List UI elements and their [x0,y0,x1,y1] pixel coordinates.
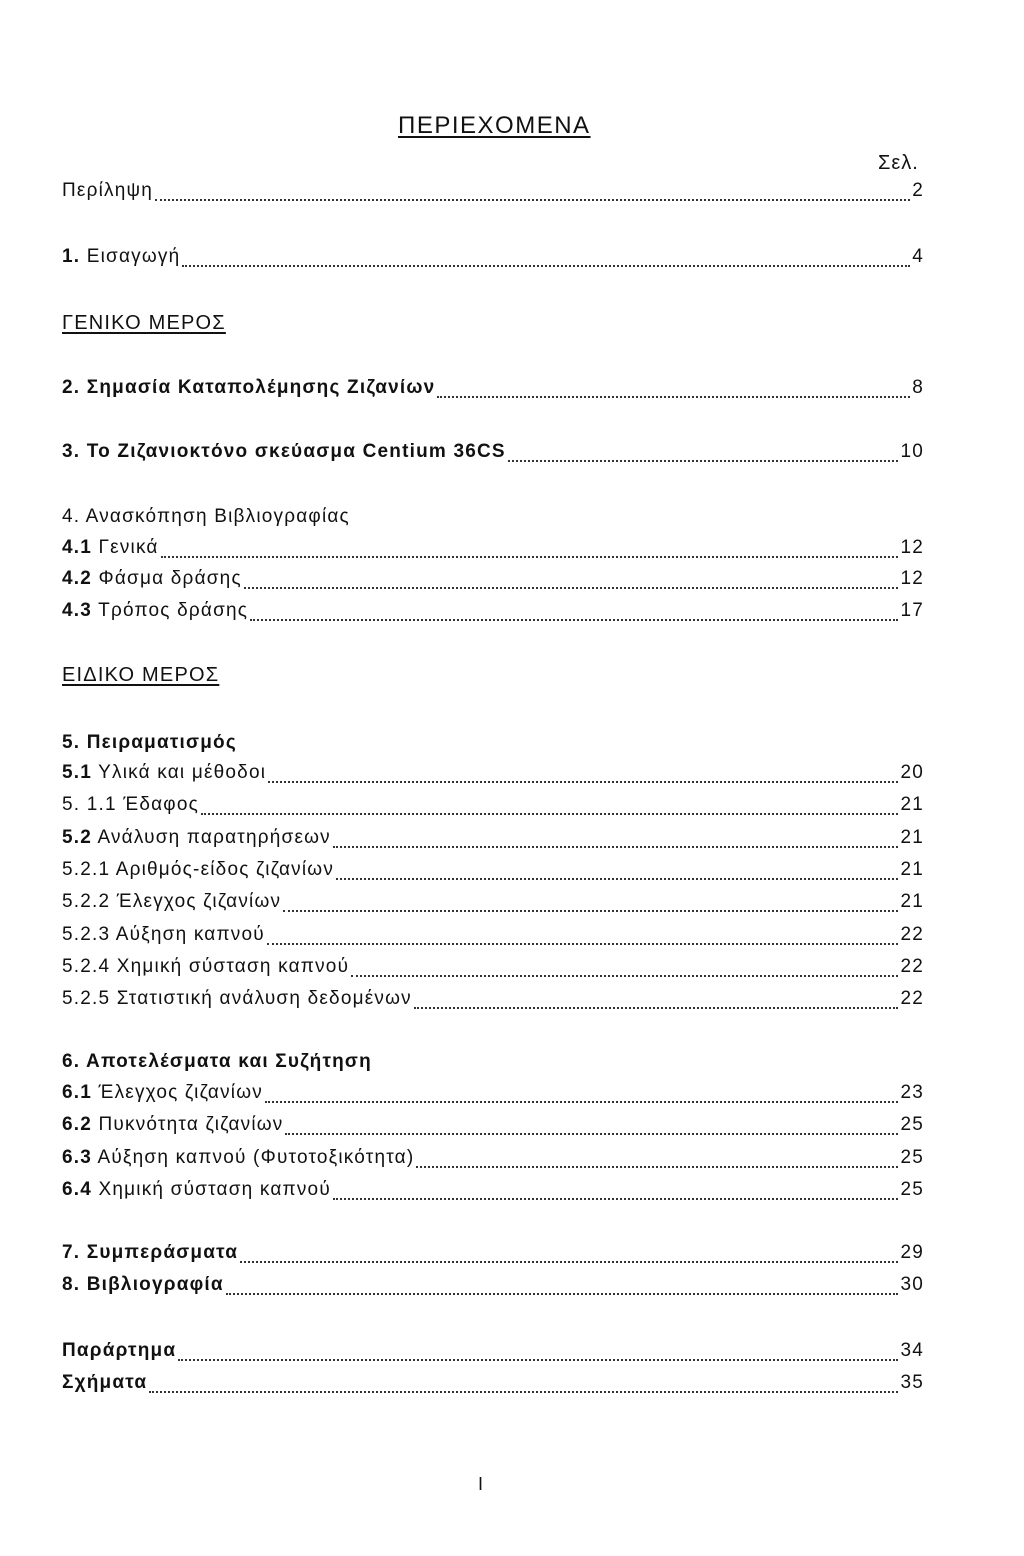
toc-entry-label: Έδαφος [123,794,199,815]
toc-entry-number: 5.2.3 [62,924,111,945]
toc-entry-label: Εισαγωγή [86,246,181,267]
dot-leader [201,813,899,815]
dot-leader [240,1261,898,1263]
toc-entry-number: 6.3 [62,1147,93,1168]
toc-entry-s6-2[interactable] [62,1114,924,1140]
toc-entry-label: Σχήματα [62,1372,148,1393]
dot-leader [333,846,899,848]
dot-leader [267,943,899,945]
toc-entry-intro[interactable] [62,246,924,272]
toc-entry-number: 5.2.1 [62,859,111,880]
dot-leader [351,975,898,977]
toc-entry-label: Έλεγχος ζιζανίων [98,1082,263,1103]
toc-entry-number: 5.2.5 [62,988,111,1009]
toc-entry-page: 25 [900,1114,924,1135]
toc-entry-label: Υλικά και μέθοδοι [98,762,267,783]
section-heading-experiment: 5. Πειραματισμός [62,732,237,753]
toc-entry-label: Παράρτημα [62,1340,177,1361]
page-title: ΠΕΡΙΕΧΟΜΕΝΑ [398,112,591,139]
toc-entry-number: 8. [62,1274,81,1295]
toc-entry-number: 6.2 [62,1114,93,1135]
toc-entry-label: Αριθμός-είδος ζιζανίων [115,859,335,880]
toc-entry-page: 22 [900,988,924,1009]
toc-entry-page: 29 [900,1242,924,1263]
dot-leader [285,1133,898,1135]
toc-entry-page: 23 [900,1082,924,1103]
toc-entry-page: 30 [900,1274,924,1295]
toc-entry-number: 4.3 [62,600,93,621]
dot-leader [265,1101,899,1103]
toc-entry-s6-1[interactable] [62,1082,924,1108]
dot-leader [250,619,898,621]
toc-entry-s6-4[interactable] [62,1179,924,1205]
toc-entry-label: Το Ζιζανιοκτόνο σκεύασμα Centium 36CS [86,441,506,462]
toc-entry-page: 2 [912,180,924,201]
toc-entry-s4-2[interactable] [62,568,924,594]
toc-entry-number: 2. [62,377,81,398]
toc-entry-label: Περίληψη [62,180,153,201]
toc-entry-page: 25 [900,1179,924,1200]
toc-entry-page: 12 [900,568,924,589]
toc-entry-s7[interactable] [62,1242,924,1268]
toc-entry-page: 21 [900,794,924,815]
toc-entry-s2[interactable] [62,377,924,403]
toc-entry-s5-2-3[interactable] [62,924,924,950]
toc-entry-page: 20 [900,762,924,783]
toc-entry-label: Ανάλυση παρατηρήσεων [97,827,331,848]
toc-entry-s4-1[interactable] [62,537,924,563]
toc-entry-page: 12 [900,537,924,558]
section-heading-special: ΕΙΔΙΚΟ ΜΕΡΟΣ [62,664,220,686]
toc-entry-s5-1-1[interactable] [62,794,924,820]
toc-entry-s6-3[interactable] [62,1147,924,1173]
toc-entry-label: Έλεγχος ζιζανίων [116,891,282,912]
toc-entry-s5-2-2[interactable] [62,891,924,917]
toc-entry-page: 8 [912,377,924,398]
toc-entry-number: 5.2 [62,827,93,848]
dot-leader [161,556,899,558]
toc-entry-page: 4 [912,246,924,267]
dot-leader [416,1166,898,1168]
toc-entry-page: 22 [900,956,924,977]
section-heading-results: 6. Αποτελέσματα και Συζήτηση [62,1051,372,1072]
dot-leader [178,1359,898,1361]
toc-entry-number: 5.2.2 [62,891,111,912]
toc-entry-page: 10 [900,441,924,462]
dot-leader [182,265,910,267]
toc-entry-label: Στατιστική ανάλυση δεδομένων [116,988,412,1009]
section-heading-general: ΓΕΝΙΚΟ ΜΕΡΟΣ [62,312,226,334]
toc-entry-label: Φάσμα δράσης [98,568,242,589]
dot-leader [149,1391,898,1393]
toc-entry-number: 1. [62,246,81,267]
toc-entry-number: 4.2 [62,568,93,589]
section-heading-review: 4. Ανασκόπηση Βιβλιογραφίας [62,506,350,527]
toc-entry-s5-2-4[interactable] [62,956,924,982]
toc-entry-page: 21 [900,859,924,880]
toc-entry-number: 5.1 [62,762,93,783]
toc-entry-number: 7. [62,1242,81,1263]
page-column-label: Σελ. [878,152,919,174]
toc-entry-s5-2-5[interactable] [62,988,924,1014]
toc-entry-number: 4.1 [62,537,93,558]
dot-leader [226,1293,899,1295]
toc-entry-label: Βιβλιογραφία [86,1274,224,1295]
toc-entry-page: 34 [900,1340,924,1361]
toc-entry-label: Σημασία Καταπολέμησης Ζιζανίων [86,377,436,398]
toc-entry-number: 5.2.4 [62,956,111,977]
dot-leader [437,396,910,398]
dot-leader [244,587,899,589]
toc-entry-s4-3[interactable] [62,600,924,626]
toc-entry-number: 3. [62,441,81,462]
toc-entry-page: 21 [900,827,924,848]
toc-entry-label: Γενικά [98,537,159,558]
toc-entry-figures[interactable] [62,1372,924,1398]
toc-entry-label: Πυκνότητα ζιζανίων [98,1114,284,1135]
toc-entry-page: 21 [900,891,924,912]
toc-entry-s5-2[interactable] [62,827,924,853]
toc-entry-label: Χημική σύσταση καπνού [116,956,350,977]
toc-entry-page: 22 [900,924,924,945]
toc-entry-s8[interactable] [62,1274,924,1300]
toc-entry-label: Συμπεράσματα [86,1242,239,1263]
toc-entry-number: 5. 1.1 [62,794,117,815]
toc-entry-s5-1[interactable] [62,762,924,788]
toc-entry-label: Αύξηση καπνού (Φυτοτοξικότητα) [97,1147,415,1168]
dot-leader [268,781,898,783]
toc-entry-label: Χημική σύσταση καπνού [98,1179,331,1200]
toc-entry-page: 25 [900,1147,924,1168]
footer-page-number: I [478,1474,484,1494]
toc-entry-s3[interactable] [62,441,924,467]
toc-entry-number: 6.4 [62,1179,93,1200]
toc-entry-label: Αύξηση καπνού [115,924,265,945]
toc-entry-s5-2-1[interactable] [62,859,924,885]
dot-leader [508,460,899,462]
toc-entry-page: 35 [900,1372,924,1393]
toc-entry-abstract[interactable] [62,180,924,206]
toc-entry-page: 17 [900,600,924,621]
toc-entry-number: 6.1 [62,1082,93,1103]
toc-entry-appendix[interactable] [62,1340,924,1366]
dot-leader [283,910,898,912]
dot-leader [155,199,910,201]
dot-leader [414,1007,899,1009]
toc-entry-label: Τρόπος δράσης [98,600,249,621]
dot-leader [336,878,898,880]
dot-leader [333,1198,899,1200]
